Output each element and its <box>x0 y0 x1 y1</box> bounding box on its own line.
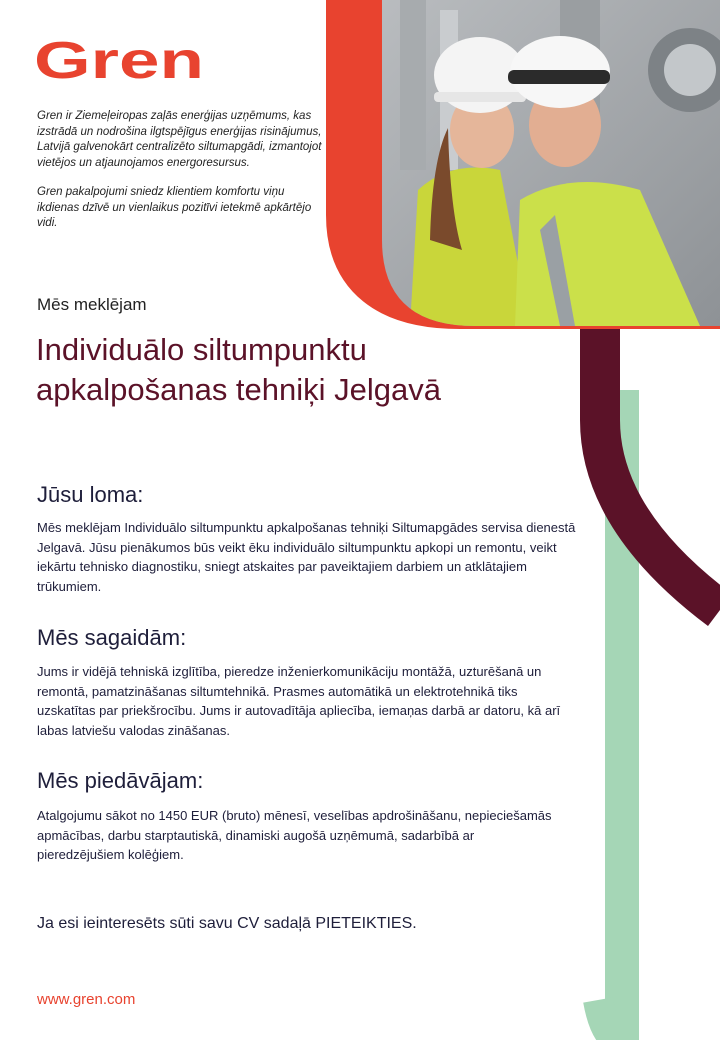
company-intro <box>37 109 327 246</box>
eyebrow-text: Mēs meklējam <box>37 295 147 314</box>
website-link[interactable]: www.gren.com <box>37 991 136 1008</box>
role-body: Mēs meklējam Individuālo siltumpunktu apkalpošanas tehniķi Siltumapgādes servisa dienestā Jelgavā. Jūsu pienākumos būs veikt ēku individuālo siltumpunktu apkopi un remontu, veikt iekārtu tehnisko diagnostiku, sniegt atskaites par paveiktajiem darbiem un atklātajiem trūkumiem. <box>37 520 576 594</box>
logo-wordmark: Gren <box>34 34 204 86</box>
call-to-action: Ja esi ieinteresēts sūti savu CV sadaļā PIETEIKTIES. <box>37 915 417 932</box>
job-title <box>36 330 556 410</box>
intro-paragraph-2: Gren pakalpojumi sniedz klientiem komfortu viņu ikdienas dzīvē un vienlaikus pozitīvi ietekmē apkārtējo vidi. <box>37 186 312 229</box>
workers-photo <box>382 0 720 326</box>
expect-body: Jums ir vidējā tehniskā izglītība, pieredze inženierkomunikāciju montāžā, uzturēšanā un remontā, pamatzināšanas siltumtehnikā. Prasmes automātikā un elektrotehnikā tiks uzskatītas par priekšrocību. Jums ir autovadītāja apliecība, iemaņas darbā ar datoru, kā arī labas latviešu valodas zināšanas. <box>37 664 561 738</box>
job-title-line-2: apkalpošanas tehniķi Jelgavā <box>36 372 441 407</box>
gren-logo <box>34 34 209 91</box>
intro-paragraph-1: Gren ir Ziemeļeiropas zaļās enerģijas uzņēmums, kas izstrādā un nodrošina ilgtspējīgus enerģijas risinājumus, Latvijā galvenokārt centralizēto siltumapgādi, izmantojot vietējos un atjaunojamos energoresursus. <box>37 110 322 169</box>
offer-body: Atalgojumu sākot no 1450 EUR (bruto) mēnesī, veselības apdrošināšanu, nepieciešamās apmācības, darbu starptautiskā, dinamiski augošā uzņēmumā, sadarbībā ar pieredzējušiem kolēģiem. <box>37 808 552 862</box>
role-title: Jūsu loma: <box>37 482 144 507</box>
offer-title: Mēs piedāvājam: <box>37 768 204 793</box>
job-title-line-1: Individuālo siltumpunktu <box>36 332 367 367</box>
expect-title: Mēs sagaidām: <box>37 625 187 650</box>
